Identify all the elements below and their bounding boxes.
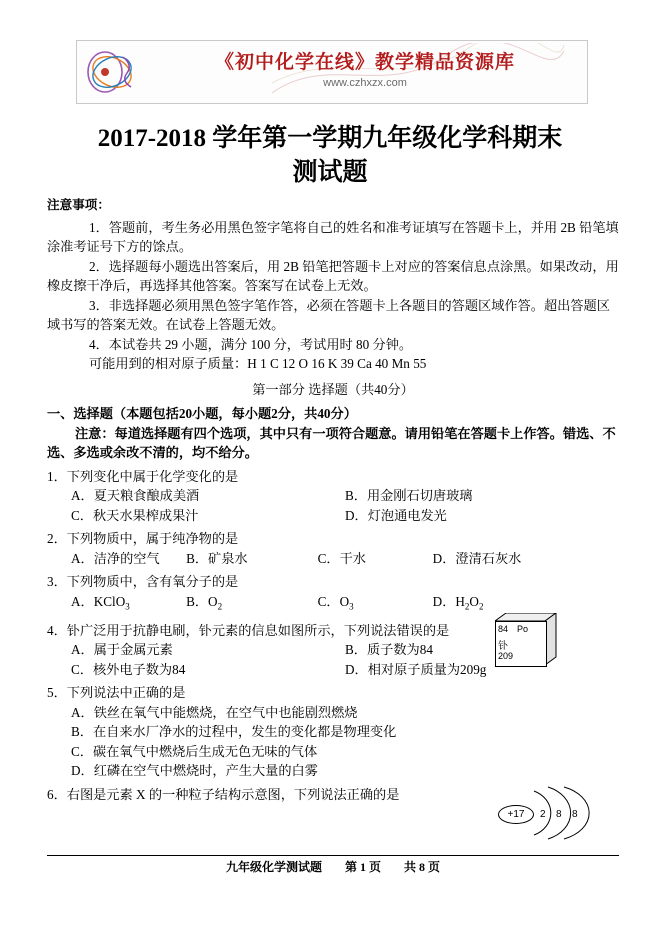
question-4-stem: 4．钋广泛用于抗静电刷，钋元素的信息如图所示，下列说法错误的是 [47, 622, 450, 638]
footer-page-number: 第 1 页 [344, 860, 381, 874]
question-3-stem: 3．下列物质中，含有氧分子的是 [47, 574, 239, 589]
question-5-option-c: C．碳在氧气中燃烧后生成无色无味的气体 [71, 743, 318, 759]
question-5-option-d-row [47, 761, 619, 781]
question-1-option-b: B．用金刚石切唐玻璃 [345, 488, 473, 503]
part-label: 第一部分 选择题（共40分） [252, 381, 414, 397]
section-title: 一、选择题（本题包括20小题，每小题2分，共40分） [47, 406, 357, 421]
question-1-option-d: D．灯泡通电发光 [345, 507, 447, 523]
question-1-stem: 1．下列变化中属于化学变化的是 [47, 468, 239, 484]
footer-doc-name: 九年级化学测试题 [225, 860, 322, 874]
question-4-option-c: C．核外电子数为84 [71, 661, 186, 677]
page-footer [47, 858, 619, 875]
notice-heading: 注意事项： [47, 198, 110, 212]
doc-title-line1: 2017-2018 学年第一学期九年级化学科期末 [97, 125, 563, 152]
question-6-stem: 6．右图是元素 X 的一种粒子结构示意图，下列说法正确的是 [47, 786, 400, 802]
question-5-option-a: A．铁丝在氧气中能燃烧，在空气中也能剧烈燃烧 [71, 704, 358, 720]
atom-shell-2-count: 8 [556, 809, 562, 820]
element-card-figure [495, 613, 559, 669]
question-1-options-row-1 [47, 486, 619, 506]
banner-url: www.czhxzx.com [323, 77, 407, 89]
site-banner [76, 40, 588, 104]
question-4-option-d: D．相对原子质量为209g [345, 661, 487, 677]
question-3-option-d: D．$H_2O_2$ [432, 593, 484, 612]
notice-item-1: 1．答题前，考生务必用黑色签字笔将自己的姓名和准考证填写在答题卡上，并用 2B 铅笔填涂准考证号下方的馀点。 [47, 219, 619, 254]
page-title [60, 122, 600, 190]
question-1-option-c: C．秋天水果榨成果汁 [71, 507, 199, 523]
relative-atomic-masses: 可能用到的相对原子质量：H 1 C 12 O 16 K 39 Ca 40 Mn 55 [89, 356, 427, 371]
question-2-stem: 2．下列物质中，属于纯净物的是 [47, 531, 239, 546]
question-5-option-b-row [47, 722, 619, 742]
atom-shell-1-count: 2 [540, 809, 546, 820]
footer-divider [47, 855, 619, 856]
element-name: 钋 [498, 641, 508, 652]
footer-total-pages: 共 8 页 [404, 860, 441, 874]
atom-nucleus-charge: +17 [498, 805, 534, 824]
question-3-option-a: A．KClO$_3$ [71, 593, 130, 612]
atom-structure-figure [498, 785, 593, 840]
question-3-option-c: C．$O_3$ [317, 593, 354, 612]
notice-item-3: 3．非选择题必须用黑色签字笔作答，必须在答题卡上各题目的答题区域作答。超出答题区域书写的答案无效。在试卷上答题无效。 [47, 297, 610, 332]
question-5-option-d: D．红磷在空气中燃烧时，产生大量的白雾 [71, 763, 318, 779]
question-2-option-c: C．干水 [317, 550, 366, 566]
element-atomic-mass: 209 [498, 651, 514, 661]
question-5-stem: 5．下列说法中正确的是 [47, 685, 186, 701]
question-5-option-c-row [47, 742, 619, 762]
notice-item-2: 2．选择题每小题选出答案后，用 2B 铅笔把答题卡上对应的答案信息点涂黑。如果改动，用橡皮擦干净后，再选择其他答案。答案写在试卷上无效。 [47, 258, 619, 293]
atom-shell-3-count: 8 [572, 809, 578, 820]
banner-title: 《初中化学在线》教学精品资源库 [214, 52, 515, 73]
document-body [47, 196, 619, 804]
question-2-option-d: D．澄清石灰水 [432, 550, 522, 566]
question-4-option-b: B．质子数为84 [345, 642, 433, 658]
spiral-logo-icon [85, 47, 147, 97]
question-5-option-b: B．在自来水厂净水的过程中，发生的变化都是物理变化 [71, 724, 397, 740]
question-5-option-a-row [47, 703, 619, 723]
question-2-option-b: B．矿泉水 [186, 550, 248, 566]
element-symbol: Po [517, 624, 529, 634]
element-atomic-number: 84 [498, 624, 509, 634]
section-note: 注意：每道选择题有四个选项，其中只有一项符合题意。请用铅笔在答题卡上作答。错选、不选、多选或余改不清的，均不给分。 [47, 425, 616, 460]
question-1-option-a: A．夏天粮食酿成美酒 [71, 488, 200, 503]
doc-title-line2: 测试题 [292, 159, 368, 186]
notice-item-4: 4．本试卷共 29 小题，满分 100 分，考试用时 80 分钟。 [89, 336, 413, 352]
question-3-option-b: B．$O_2$ [186, 593, 223, 612]
question-2-option-a: A．洁净的空气 [71, 550, 160, 566]
question-2-options-row [47, 549, 619, 569]
question-1-options-row-2 [47, 506, 619, 526]
question-4-option-a: A．属于金属元素 [71, 642, 173, 658]
